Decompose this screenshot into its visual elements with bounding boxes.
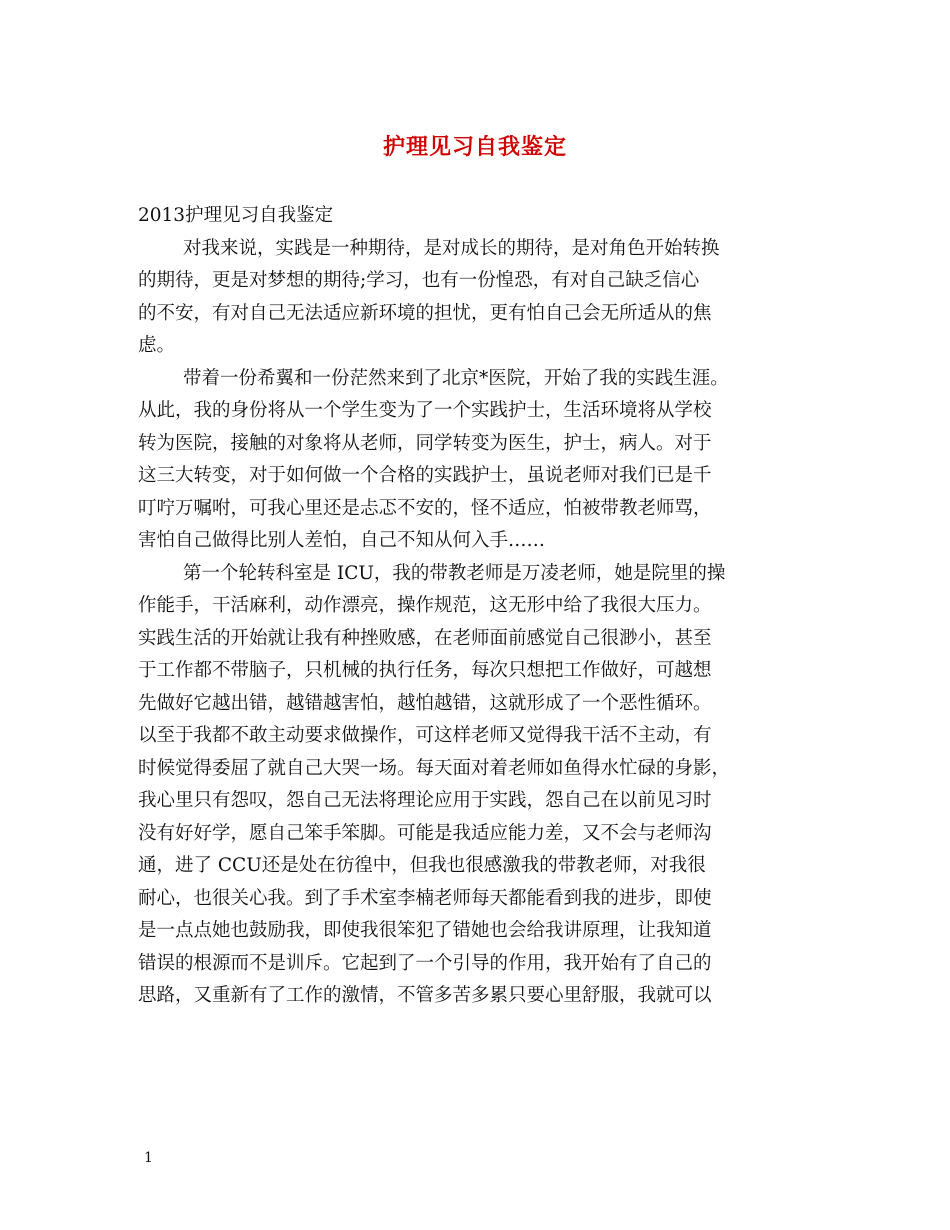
text-line: 作能手，干活麻利，动作漂亮，操作规范，这无形中给了我很大压力。: [138, 595, 712, 616]
document-subtitle: 2013护理见习自我鉴定: [138, 205, 334, 226]
paragraph-lines: [138, 233, 828, 1013]
page-number: 1: [144, 1150, 153, 1166]
text-line: 的期待，更是对梦想的期待;学习，也有一份惶恐，有对自己缺乏信心: [138, 270, 700, 291]
text-line: 第一个轮转科室是 ICU，我的带教老师是万凌老师，她是院里的操: [183, 562, 726, 584]
document-title: 护理见习自我鉴定: [382, 134, 567, 160]
text-line: 错误的根源而不是训斥。它起到了一个引导的作用，我开始有了自己的: [138, 952, 712, 974]
text-line: 先做好它越出错，越错越害怕，越怕越错，这就形成了一个恶性循环。: [138, 692, 712, 714]
text-line: 的不安，有对自己无法适应新环境的担忧，更有怕自己会无所适从的焦: [138, 302, 712, 324]
text-line: 以至于我都不敢主动要求做操作，可这样老师又觉得我干活不主动，有: [138, 725, 712, 746]
text-line: 带着一份希翼和一份茫然来到了北京*医院，开始了我的实践生涯。: [183, 367, 729, 389]
text-line: 于工作都不带脑子，只机械的执行任务，每次只想把工作做好，可越想: [138, 660, 712, 681]
text-line: 这三大转变，对于如何做一个合格的实践护士，虽说老师对我们已是千: [138, 465, 712, 486]
text-line: 是一点点她也鼓励我，即使我很笨犯了错她也会给我讲原理，让我知道: [138, 920, 712, 941]
text-line: 从此，我的身份将从一个学生变为了一个实践护士，生活环境将从学校: [138, 400, 712, 421]
text-line: 叮咛万嘱咐，可我心里还是忐忑不安的，怪不适应，怕被带教老师骂，: [138, 497, 712, 519]
text-line: 我心里只有怨叹，怨自己无法将理论应用于实践，怨自己在以前见习时: [138, 790, 712, 811]
text-line: 害怕自己做得比别人差怕，自己不知从何入手……: [138, 530, 546, 551]
text-line: 对我来说，实践是一种期待，是对成长的期待，是对角色开始转换: [183, 237, 720, 259]
text-line: 时候觉得委屈了就自己大哭一场。每天面对着老师如鱼得水忙碌的身影，: [138, 757, 731, 779]
text-line: 通，进了 CCU还是处在彷徨中，但我也很感激我的带教老师，对我很: [138, 855, 706, 876]
text-line: 思路，又重新有了工作的激情，不管多苦多累只要心里舒服，我就可以: [138, 985, 712, 1006]
text-line: 没有好好学，愿自己笨手笨脚。可能是我适应能力差，又不会与老师沟: [138, 822, 712, 844]
text-line: 耐心，也很关心我。到了手术室李楠老师每天都能看到我的进步，即使: [138, 887, 712, 909]
text-line: 转为医院，接触的对象将从老师，同学转变为医生，护士，病人。对于: [138, 432, 712, 454]
text-line: 虑。: [138, 335, 176, 356]
text-line: 实践生活的开始就让我有种挫败感，在老师面前感觉自己很渺小，甚至: [138, 627, 712, 649]
document-body: [138, 200, 828, 1013]
